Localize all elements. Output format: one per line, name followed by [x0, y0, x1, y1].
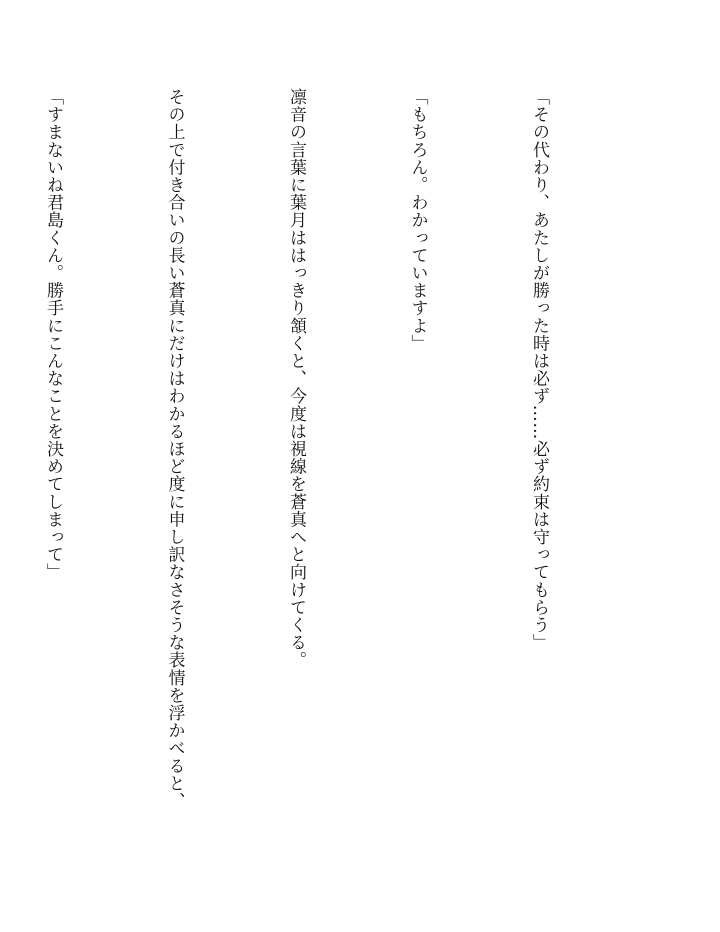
paragraph-4: その上で付き合いの長い蒼真にだけはわかるほど度に申し訳なさそうな表情を浮かべると、	[164, 88, 185, 810]
paragraph-1: 「その代わり、あたしが勝った時は必ず……必ず約束は守ってもらう」	[529, 88, 549, 652]
paragraph-5: 「すまないね君島くん。勝手にこんなことを決めてしまって」	[43, 88, 63, 581]
paragraph-3: 凛音の言葉に葉月ははっきり頷くと、今度は視線を蒼真へと向けてくる。	[286, 88, 306, 669]
vertical-text-body	[0, 88, 640, 868]
paragraph-2: 「もちろん。わかっていますよ」	[407, 88, 428, 352]
